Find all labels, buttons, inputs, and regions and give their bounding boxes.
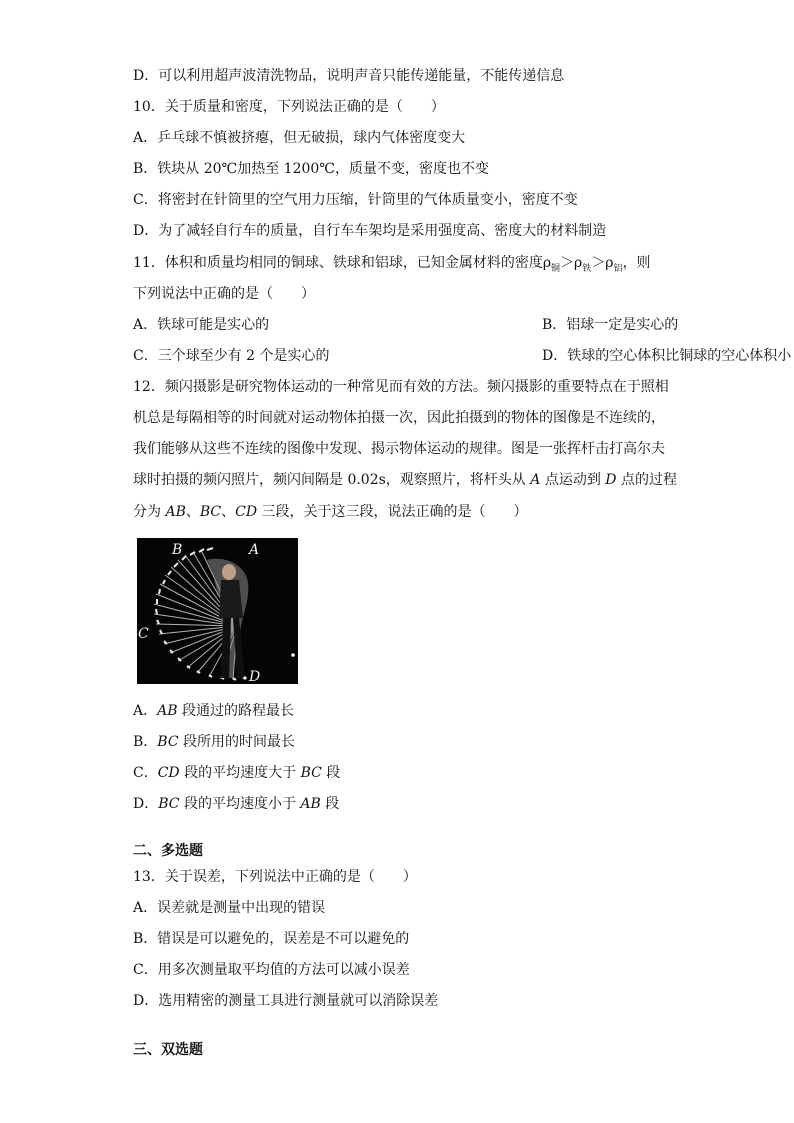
q12-option-d: D．BC 段的平均速度小于 AB 段 — [133, 796, 340, 812]
q11-row-cd — [133, 346, 792, 366]
section-multiple-choice-heading: 二、多选题 — [133, 843, 203, 859]
section-double-choice-heading: 三、双选题 — [133, 1042, 203, 1058]
q11-option-c: C．三个球至少有 2 个是实心的 — [133, 348, 330, 364]
q12-option-a: A．AB 段通过的路程最长 — [133, 703, 294, 719]
figure-label-c: C — [138, 626, 149, 642]
q13-option-a: A．误差就是测量中出现的错误 — [133, 900, 326, 916]
q11-stem-line2: 下列说法中正确的是（ ） — [133, 286, 315, 302]
q13-option-c: C．用多次测量取平均值的方法可以减小误差 — [133, 962, 410, 978]
figure-label-a: A — [249, 542, 260, 558]
q12-stem-line1: 12．频闪摄影是研究物体运动的一种常见而有效的方法。频闪摄影的重要特点在于照相 — [133, 379, 669, 395]
q10-option-b: B．铁块从 20℃加热至 1200℃，质量不变，密度也不变 — [133, 161, 489, 177]
q13-option-d: D．选用精密的测量工具进行测量就可以消除误差 — [133, 993, 439, 1009]
q9-option-d: D．可以利用超声波清洗物品，说明声音只能传递能量，不能传递信息 — [133, 68, 565, 84]
q12-stem-line2: 机总是每隔相等的时间就对运动物体拍摄一次，因此拍摄到的物体的图像是不连续的， — [133, 410, 665, 426]
q11-row-ab — [133, 315, 693, 335]
q11-stem-line1: 11．体积和质量均相同的铜球、铁球和铝球，已知金属材料的密度$\rho_铜>\rho_铁>\rho_铝$，则 — [133, 255, 651, 274]
q13-option-b: B．错误是可以避免的，误差是不可以避免的 — [133, 931, 410, 947]
q10-option-a: A．乒乓球不慎被挤瘪，但无破损，球内气体密度变大 — [133, 130, 466, 146]
figure-label-b: B — [172, 542, 183, 558]
q13-stem: 13．关于误差，下列说法中正确的是（ ） — [133, 869, 417, 885]
q10-option-c: C．将密封在针筒里的空气用力压缩，针筒里的气体质量变小，密度不变 — [133, 192, 578, 208]
figure-label-d: D — [249, 669, 261, 684]
q11-option-a: A．铁球可能是实心的 — [133, 317, 270, 333]
q11-option-b: B．铝球一定是实心的 — [542, 317, 679, 333]
q10-option-d: D．为了减轻自行车的质量，自行车车架均是采用强度高、密度大的材料制造 — [133, 223, 607, 239]
q10-stem: 10．关于质量和密度，下列说法正确的是（ ） — [133, 99, 445, 115]
q12-stem-line4: 球时拍摄的频闪照片，频闪间隔是 0.02s，观察照片，将杆头从 A 点运动到 D 点的过程 — [133, 472, 677, 488]
q12-stem-line3: 我们能够从这些不连续的图像中发现、揭示物体运动的规律。图是一张挥杆击打高尔夫 — [133, 441, 665, 457]
q11-option-d: D．铁球的空心体积比铜球的空心体积小 — [542, 348, 792, 364]
golf-swing-strobe-photo — [137, 538, 298, 684]
q12-option-c: C．CD 段的平均速度大于 BC 段 — [133, 765, 341, 781]
q12-stem-line5: 分为 AB、BC、CD 三段，关于这三段，说法正确的是（ ） — [133, 504, 528, 520]
q12-option-b: B．BC 段所用的时间最长 — [133, 734, 296, 750]
